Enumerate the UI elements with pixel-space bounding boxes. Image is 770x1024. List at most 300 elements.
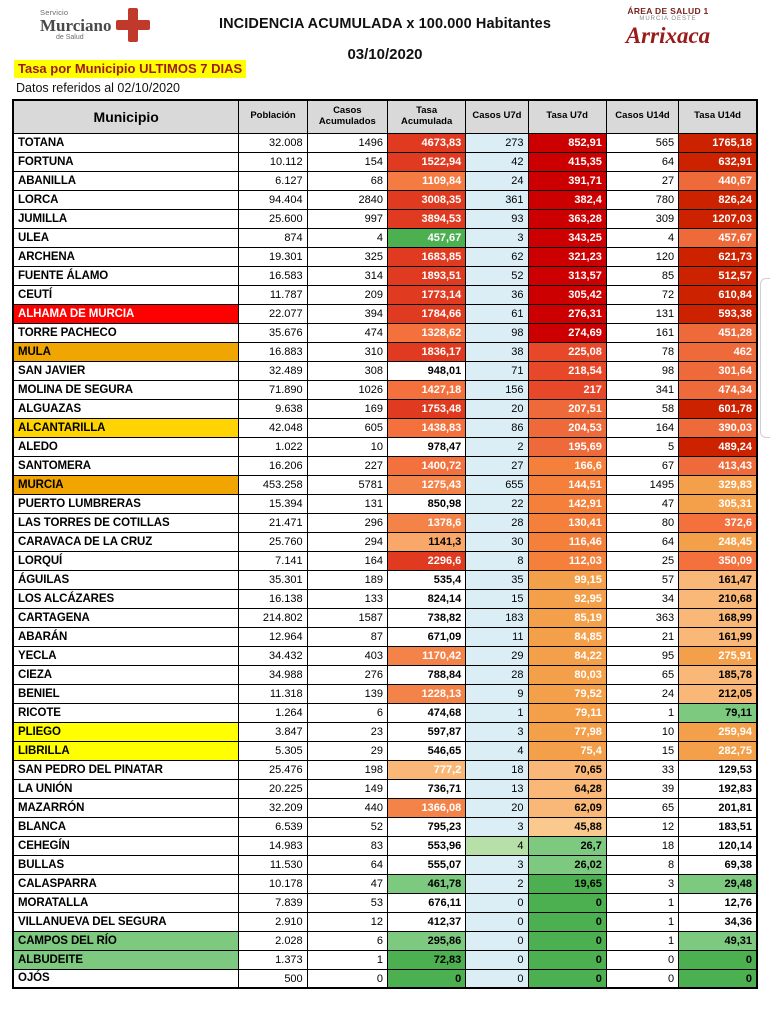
cell-casos-acumulados: 474 [307, 323, 387, 342]
cell-casos-u7d: 3 [466, 228, 528, 247]
cell-poblacion: 874 [239, 228, 307, 247]
cell-casos-u7d: 183 [466, 608, 528, 627]
cell-municipio: SANTOMERA [13, 456, 239, 475]
cell-tasa-acumulada: 1773,14 [387, 285, 465, 304]
table-row [13, 304, 757, 323]
cell-tasa-acumulada: 978,47 [387, 437, 465, 456]
table-row [13, 513, 757, 532]
cell-tasa-u14d: 440,67 [679, 171, 757, 190]
cell-tasa-acumulada: 1784,66 [387, 304, 465, 323]
cell-poblacion: 35.301 [239, 570, 307, 589]
cell-tasa-u7d: 204,53 [528, 418, 606, 437]
cell-casos-acumulados: 23 [307, 722, 387, 741]
cell-poblacion: 34.432 [239, 646, 307, 665]
cell-casos-u7d: 22 [466, 494, 528, 513]
table-row [13, 931, 757, 950]
cell-municipio: TOTANA [13, 133, 239, 152]
cell-poblacion: 5.305 [239, 741, 307, 760]
cell-casos-u14d: 4 [606, 228, 678, 247]
cell-casos-acumulados: 83 [307, 836, 387, 855]
report-header [0, 0, 770, 63]
cell-tasa-u7d: 45,88 [528, 817, 606, 836]
cell-casos-u7d: 655 [466, 475, 528, 494]
cell-tasa-u7d: 84,22 [528, 646, 606, 665]
cell-casos-acumulados: 198 [307, 760, 387, 779]
cell-municipio: ALEDO [13, 437, 239, 456]
cell-casos-u7d: 35 [466, 570, 528, 589]
table-row [13, 893, 757, 912]
cell-casos-u14d: 5 [606, 437, 678, 456]
cell-tasa-acumulada: 1400,72 [387, 456, 465, 475]
cell-municipio: ALCANTARILLA [13, 418, 239, 437]
cell-tasa-acumulada: 1378,6 [387, 513, 465, 532]
cell-casos-u14d: 65 [606, 665, 678, 684]
cell-tasa-u7d: 144,51 [528, 475, 606, 494]
table-row [13, 570, 757, 589]
cell-tasa-u7d: 64,28 [528, 779, 606, 798]
cell-casos-acumulados: 325 [307, 247, 387, 266]
subtitle-block [0, 60, 770, 95]
cell-casos-u7d: 0 [466, 931, 528, 950]
cell-tasa-acumulada: 1328,62 [387, 323, 465, 342]
cell-tasa-u14d: 1765,18 [679, 133, 757, 152]
cell-casos-acumulados: 394 [307, 304, 387, 323]
table-row [13, 722, 757, 741]
cell-tasa-acumulada: 535,4 [387, 570, 465, 589]
cell-poblacion: 7.141 [239, 551, 307, 570]
cell-tasa-acumulada: 1836,17 [387, 342, 465, 361]
cell-municipio: CARAVACA DE LA CRUZ [13, 532, 239, 551]
cell-tasa-u7d: 195,69 [528, 437, 606, 456]
cell-tasa-u7d: 305,42 [528, 285, 606, 304]
cell-poblacion: 1.022 [239, 437, 307, 456]
arrixaca-logo [588, 6, 748, 47]
cell-casos-u7d: 27 [466, 456, 528, 475]
report-date: 03/10/2020 [347, 46, 423, 63]
cell-casos-u14d: 15 [606, 741, 678, 760]
cell-poblacion: 6.539 [239, 817, 307, 836]
cell-casos-u14d: 780 [606, 190, 678, 209]
cell-poblacion: 1.373 [239, 950, 307, 969]
cell-tasa-u14d: 372,6 [679, 513, 757, 532]
cell-tasa-u14d: 0 [679, 950, 757, 969]
table-row [13, 665, 757, 684]
cell-municipio: LOS ALCÁZARES [13, 589, 239, 608]
cell-poblacion: 500 [239, 969, 307, 988]
cell-municipio: JUMILLA [13, 209, 239, 228]
cell-casos-u14d: 24 [606, 684, 678, 703]
cell-casos-u14d: 33 [606, 760, 678, 779]
cell-tasa-u14d: 69,38 [679, 855, 757, 874]
cell-tasa-acumulada: 457,67 [387, 228, 465, 247]
cell-casos-acumulados: 276 [307, 665, 387, 684]
cell-casos-u7d: 98 [466, 323, 528, 342]
cell-tasa-acumulada: 676,11 [387, 893, 465, 912]
cell-tasa-u14d: 161,47 [679, 570, 757, 589]
cell-tasa-u7d: 99,15 [528, 570, 606, 589]
table-row [13, 171, 757, 190]
cell-poblacion: 16.138 [239, 589, 307, 608]
cell-municipio: CAMPOS DEL RÍO [13, 931, 239, 950]
cell-casos-u14d: 341 [606, 380, 678, 399]
table-row [13, 494, 757, 513]
cell-tasa-acumulada: 1228,13 [387, 684, 465, 703]
cell-casos-u7d: 18 [466, 760, 528, 779]
col-header-casos-u7d: Casos U7d [466, 100, 528, 133]
cell-tasa-u14d: 210,68 [679, 589, 757, 608]
cell-poblacion: 10.178 [239, 874, 307, 893]
cell-casos-u7d: 61 [466, 304, 528, 323]
cell-tasa-u14d: 474,34 [679, 380, 757, 399]
table-header [13, 100, 757, 133]
cell-casos-u14d: 1 [606, 912, 678, 931]
cell-casos-u14d: 131 [606, 304, 678, 323]
cell-tasa-u7d: 75,4 [528, 741, 606, 760]
cell-poblacion: 10.112 [239, 152, 307, 171]
cell-poblacion: 7.839 [239, 893, 307, 912]
cell-tasa-acumulada: 788,84 [387, 665, 465, 684]
cell-casos-u14d: 58 [606, 399, 678, 418]
cell-tasa-acumulada: 1109,84 [387, 171, 465, 190]
cell-casos-acumulados: 605 [307, 418, 387, 437]
cell-municipio: LAS TORRES DE COTILLAS [13, 513, 239, 532]
cell-casos-acumulados: 227 [307, 456, 387, 475]
table-row [13, 912, 757, 931]
cell-tasa-u14d: 489,24 [679, 437, 757, 456]
logo-murciano-text: Murciano [40, 16, 112, 35]
cell-casos-acumulados: 314 [307, 266, 387, 285]
cell-tasa-u7d: 79,11 [528, 703, 606, 722]
cell-casos-u7d: 8 [466, 551, 528, 570]
cell-municipio: ARCHENA [13, 247, 239, 266]
cell-casos-u14d: 85 [606, 266, 678, 285]
cell-casos-acumulados: 149 [307, 779, 387, 798]
cell-tasa-acumulada: 1753,48 [387, 399, 465, 418]
cell-municipio: CALASPARRA [13, 874, 239, 893]
cell-poblacion: 25.760 [239, 532, 307, 551]
cell-municipio: BLANCA [13, 817, 239, 836]
cell-casos-u7d: 0 [466, 950, 528, 969]
cell-casos-u7d: 20 [466, 399, 528, 418]
cell-tasa-acumulada: 736,71 [387, 779, 465, 798]
cell-municipio: CARTAGENA [13, 608, 239, 627]
cell-poblacion: 214.802 [239, 608, 307, 627]
cell-municipio: ÁGUILAS [13, 570, 239, 589]
table-row [13, 152, 757, 171]
cell-tasa-u14d: 282,75 [679, 741, 757, 760]
table-row [13, 551, 757, 570]
cell-poblacion: 32.489 [239, 361, 307, 380]
cell-tasa-u14d: 129,53 [679, 760, 757, 779]
cell-casos-u14d: 64 [606, 152, 678, 171]
cell-poblacion: 19.301 [239, 247, 307, 266]
cell-tasa-u14d: 29,48 [679, 874, 757, 893]
cell-tasa-u14d: 462 [679, 342, 757, 361]
cell-tasa-u14d: 1207,03 [679, 209, 757, 228]
cell-tasa-u7d: 363,28 [528, 209, 606, 228]
cell-tasa-u14d: 212,05 [679, 684, 757, 703]
cell-tasa-u7d: 26,02 [528, 855, 606, 874]
cell-municipio: ABANILLA [13, 171, 239, 190]
col-header-tasa-u7d: Tasa U7d [528, 100, 606, 133]
table-row [13, 266, 757, 285]
cell-tasa-u14d: 192,83 [679, 779, 757, 798]
cell-poblacion: 20.225 [239, 779, 307, 798]
cell-municipio: MAZARRÓN [13, 798, 239, 817]
cell-poblacion: 11.318 [239, 684, 307, 703]
cell-tasa-acumulada: 1427,18 [387, 380, 465, 399]
cell-tasa-u7d: 80,03 [528, 665, 606, 684]
cell-casos-u7d: 13 [466, 779, 528, 798]
cell-municipio: ABARÁN [13, 627, 239, 646]
cell-casos-acumulados: 53 [307, 893, 387, 912]
cell-poblacion: 35.676 [239, 323, 307, 342]
cell-tasa-u7d: 0 [528, 931, 606, 950]
cell-tasa-u7d: 19,65 [528, 874, 606, 893]
cell-casos-u7d: 28 [466, 665, 528, 684]
cell-casos-acumulados: 169 [307, 399, 387, 418]
table-row [13, 190, 757, 209]
cell-municipio: PLIEGO [13, 722, 239, 741]
cell-tasa-u14d: 275,91 [679, 646, 757, 665]
cell-casos-u7d: 62 [466, 247, 528, 266]
cell-municipio: SAN PEDRO DEL PINATAR [13, 760, 239, 779]
cell-casos-u14d: 27 [606, 171, 678, 190]
cell-casos-acumulados: 29 [307, 741, 387, 760]
table-row [13, 760, 757, 779]
cell-casos-u7d: 3 [466, 722, 528, 741]
cell-casos-u14d: 67 [606, 456, 678, 475]
table-row [13, 589, 757, 608]
table-row [13, 209, 757, 228]
cell-tasa-u7d: 382,4 [528, 190, 606, 209]
cell-tasa-u14d: 79,11 [679, 703, 757, 722]
cell-poblacion: 25.600 [239, 209, 307, 228]
cell-casos-u14d: 309 [606, 209, 678, 228]
cell-municipio: TORRE PACHECO [13, 323, 239, 342]
cell-tasa-u7d: 343,25 [528, 228, 606, 247]
cell-casos-u14d: 1495 [606, 475, 678, 494]
cell-municipio: ALHAMA DE MURCIA [13, 304, 239, 323]
cell-tasa-acumulada: 1522,94 [387, 152, 465, 171]
cell-casos-u7d: 38 [466, 342, 528, 361]
col-header-casos-u14d: Casos U14d [606, 100, 678, 133]
cell-casos-u14d: 120 [606, 247, 678, 266]
cell-casos-u7d: 273 [466, 133, 528, 152]
cell-tasa-u7d: 0 [528, 950, 606, 969]
cell-tasa-u7d: 217 [528, 380, 606, 399]
cell-poblacion: 94.404 [239, 190, 307, 209]
cell-poblacion: 71.890 [239, 380, 307, 399]
area-salud-label: ÁREA DE SALUD 1 [627, 6, 709, 16]
cell-casos-acumulados: 440 [307, 798, 387, 817]
cell-casos-u7d: 3 [466, 817, 528, 836]
cell-tasa-u14d: 350,09 [679, 551, 757, 570]
cell-tasa-u14d: 168,99 [679, 608, 757, 627]
cell-casos-u14d: 0 [606, 969, 678, 988]
cell-casos-u7d: 1 [466, 703, 528, 722]
cell-tasa-u14d: 329,83 [679, 475, 757, 494]
table-row [13, 228, 757, 247]
cell-poblacion: 14.983 [239, 836, 307, 855]
table-row [13, 646, 757, 665]
cell-tasa-u14d: 601,78 [679, 399, 757, 418]
table-row [13, 456, 757, 475]
cell-casos-acumulados: 0 [307, 969, 387, 988]
table-row [13, 361, 757, 380]
cell-casos-acumulados: 164 [307, 551, 387, 570]
cell-casos-u7d: 42 [466, 152, 528, 171]
cell-tasa-u7d: 77,98 [528, 722, 606, 741]
cell-casos-u14d: 8 [606, 855, 678, 874]
cell-tasa-u14d: 185,78 [679, 665, 757, 684]
cell-casos-u7d: 52 [466, 266, 528, 285]
cell-municipio: SAN JAVIER [13, 361, 239, 380]
cell-casos-u14d: 10 [606, 722, 678, 741]
cell-casos-u7d: 2 [466, 874, 528, 893]
cell-tasa-u14d: 201,81 [679, 798, 757, 817]
cell-tasa-u14d: 593,38 [679, 304, 757, 323]
cell-casos-u7d: 2 [466, 437, 528, 456]
cell-casos-u7d: 0 [466, 893, 528, 912]
cell-casos-acumulados: 68 [307, 171, 387, 190]
cell-tasa-u7d: 79,52 [528, 684, 606, 703]
table-row [13, 855, 757, 874]
cell-tasa-u14d: 0 [679, 969, 757, 988]
table-row [13, 817, 757, 836]
cell-tasa-u7d: 274,69 [528, 323, 606, 342]
table-row [13, 418, 757, 437]
cell-poblacion: 2.028 [239, 931, 307, 950]
col-header-tasa-u14d: Tasa U14d [679, 100, 757, 133]
cell-casos-u14d: 161 [606, 323, 678, 342]
cell-casos-acumulados: 131 [307, 494, 387, 513]
cell-casos-u7d: 86 [466, 418, 528, 437]
cell-poblacion: 11.530 [239, 855, 307, 874]
cell-tasa-acumulada: 553,96 [387, 836, 465, 855]
cell-poblacion: 25.476 [239, 760, 307, 779]
cell-poblacion: 16.206 [239, 456, 307, 475]
cell-tasa-u7d: 276,31 [528, 304, 606, 323]
col-header-casos-acumulados: Casos Acumulados [307, 100, 387, 133]
cell-tasa-u7d: 852,91 [528, 133, 606, 152]
cell-casos-acumulados: 47 [307, 874, 387, 893]
cell-casos-acumulados: 52 [307, 817, 387, 836]
cell-tasa-u7d: 26,7 [528, 836, 606, 855]
table-row [13, 608, 757, 627]
cell-casos-u14d: 565 [606, 133, 678, 152]
table-row [13, 437, 757, 456]
cell-casos-u14d: 1 [606, 931, 678, 950]
cell-poblacion: 42.048 [239, 418, 307, 437]
logo-desalud-text: de Salud [56, 34, 84, 41]
cell-casos-u7d: 0 [466, 969, 528, 988]
cell-casos-u14d: 80 [606, 513, 678, 532]
cell-casos-u14d: 21 [606, 627, 678, 646]
cell-tasa-u7d: 142,91 [528, 494, 606, 513]
table-row [13, 342, 757, 361]
cell-tasa-u14d: 457,67 [679, 228, 757, 247]
cell-casos-acumulados: 189 [307, 570, 387, 589]
cell-municipio: LA UNIÓN [13, 779, 239, 798]
table-row [13, 798, 757, 817]
cell-municipio: PUERTO LUMBRERAS [13, 494, 239, 513]
cell-tasa-acumulada: 72,83 [387, 950, 465, 969]
cell-casos-acumulados: 2840 [307, 190, 387, 209]
table-row [13, 874, 757, 893]
cell-casos-u14d: 57 [606, 570, 678, 589]
cell-tasa-acumulada: 4673,83 [387, 133, 465, 152]
cell-tasa-acumulada: 1141,3 [387, 532, 465, 551]
cell-poblacion: 16.583 [239, 266, 307, 285]
cell-casos-acumulados: 403 [307, 646, 387, 665]
cell-municipio: YECLA [13, 646, 239, 665]
cell-casos-u7d: 11 [466, 627, 528, 646]
cell-casos-u14d: 78 [606, 342, 678, 361]
cell-poblacion: 21.471 [239, 513, 307, 532]
cell-casos-u7d: 24 [466, 171, 528, 190]
cell-casos-acumulados: 1496 [307, 133, 387, 152]
cell-municipio: MULA [13, 342, 239, 361]
cell-casos-acumulados: 997 [307, 209, 387, 228]
murciano-salud-logo [38, 8, 188, 52]
cell-casos-u7d: 93 [466, 209, 528, 228]
cell-casos-u14d: 95 [606, 646, 678, 665]
cell-tasa-u7d: 112,03 [528, 551, 606, 570]
cell-tasa-u14d: 49,31 [679, 931, 757, 950]
cell-tasa-u7d: 207,51 [528, 399, 606, 418]
table-row [13, 133, 757, 152]
cell-tasa-u14d: 259,94 [679, 722, 757, 741]
cell-casos-acumulados: 294 [307, 532, 387, 551]
cell-casos-acumulados: 12 [307, 912, 387, 931]
col-header-municipio: Municipio [13, 100, 239, 133]
cell-tasa-acumulada: 546,65 [387, 741, 465, 760]
cell-casos-u7d: 361 [466, 190, 528, 209]
cell-tasa-acumulada: 597,87 [387, 722, 465, 741]
cell-tasa-u7d: 415,35 [528, 152, 606, 171]
cell-casos-acumulados: 10 [307, 437, 387, 456]
cell-casos-acumulados: 1026 [307, 380, 387, 399]
cell-tasa-u7d: 321,23 [528, 247, 606, 266]
incidence-table-wrap [0, 99, 770, 989]
cell-casos-u14d: 1 [606, 703, 678, 722]
incidence-table [12, 99, 758, 989]
cell-municipio: VILLANUEVA DEL SEGURA [13, 912, 239, 931]
cell-tasa-u7d: 84,85 [528, 627, 606, 646]
cell-tasa-u14d: 161,99 [679, 627, 757, 646]
cell-tasa-u14d: 512,57 [679, 266, 757, 285]
table-header-row [13, 100, 757, 133]
cell-tasa-u14d: 301,64 [679, 361, 757, 380]
cell-tasa-acumulada: 850,98 [387, 494, 465, 513]
arrixaca-wordmark: Arrixaca [625, 23, 711, 48]
table-row [13, 741, 757, 760]
cell-tasa-u14d: 305,31 [679, 494, 757, 513]
cell-tasa-u14d: 12,76 [679, 893, 757, 912]
table-body [13, 133, 757, 988]
cell-casos-u7d: 4 [466, 741, 528, 760]
cell-casos-acumulados: 296 [307, 513, 387, 532]
table-row [13, 323, 757, 342]
cell-tasa-acumulada: 412,37 [387, 912, 465, 931]
cell-casos-u14d: 39 [606, 779, 678, 798]
cell-tasa-u7d: 0 [528, 893, 606, 912]
cell-tasa-u14d: 632,91 [679, 152, 757, 171]
table-row [13, 627, 757, 646]
cell-poblacion: 22.077 [239, 304, 307, 323]
cell-tasa-acumulada: 1366,08 [387, 798, 465, 817]
